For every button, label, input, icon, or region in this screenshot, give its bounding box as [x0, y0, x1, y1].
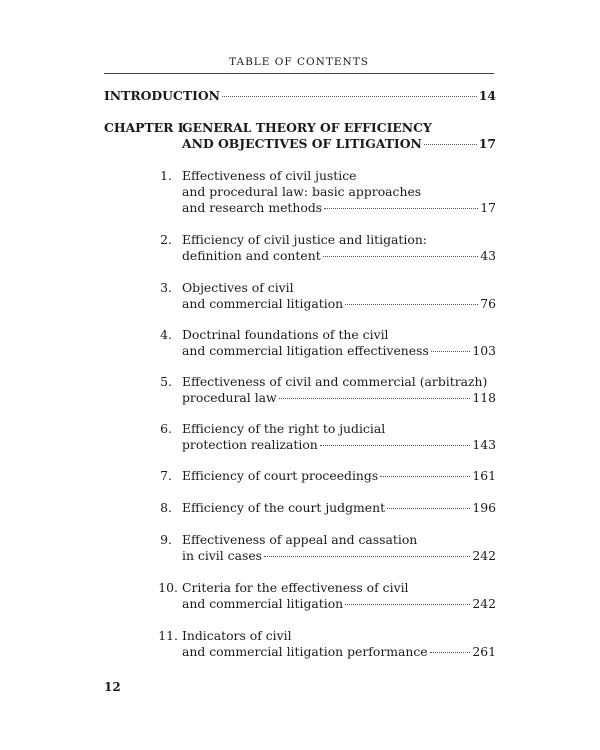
- section-number: 9.: [160, 532, 172, 547]
- dot-leader: [222, 96, 477, 97]
- toc-entry-section-4[interactable]: and commercial litigation effectiveness 103: [182, 343, 496, 358]
- toc-entry-section-1[interactable]: and research methods 17: [182, 200, 496, 215]
- dot-leader: [387, 508, 470, 509]
- section-number: 7.: [160, 468, 172, 483]
- section-5-line: Effectiveness of civil and commercial (arbitrazh): [182, 374, 488, 389]
- section-number: 5.: [160, 374, 172, 389]
- section-page: 242: [472, 548, 496, 563]
- page-header: TABLE OF CONTENTS: [229, 56, 369, 68]
- toc-entry-section-2[interactable]: definition and content 43: [182, 248, 496, 263]
- section-page: 143: [472, 437, 496, 452]
- section-page: 242: [472, 596, 496, 611]
- toc-entry-section-10[interactable]: and commercial litigation 242: [182, 596, 496, 611]
- section-page: 103: [472, 343, 496, 358]
- section-page: 161: [472, 468, 496, 483]
- section-1-line: and procedural law: basic approaches: [182, 184, 422, 199]
- chapter-title-line2: AND OBJECTIVES OF LITIGATION: [182, 136, 422, 151]
- section-page: 76: [480, 296, 496, 311]
- dot-leader: [279, 398, 471, 399]
- section-number: 8.: [160, 500, 172, 515]
- introduction-page: 14: [478, 88, 496, 103]
- toc-entry-section-3[interactable]: and commercial litigation 76: [182, 296, 496, 311]
- toc-entry-section-9[interactable]: in civil cases 242: [182, 548, 496, 563]
- section-9-line: Effectiveness of appeal and cassation: [182, 532, 418, 547]
- dot-leader: [380, 476, 470, 477]
- page-number: 12: [104, 680, 121, 694]
- chapter-page: 17: [478, 136, 496, 151]
- toc-entry-section-11[interactable]: and commercial litigation performance 261: [182, 644, 496, 659]
- section-number: 2.: [160, 232, 172, 247]
- toc-entry-section-6[interactable]: protection realization 143: [182, 437, 496, 452]
- header-rule: [104, 73, 494, 74]
- dot-leader: [430, 652, 471, 653]
- section-1-line: Effectiveness of civil justice: [182, 168, 357, 183]
- section-page: 118: [472, 390, 496, 405]
- dot-leader: [324, 208, 478, 209]
- section-page: 43: [480, 248, 496, 263]
- section-number: 10.: [158, 580, 178, 595]
- section-page: 261: [472, 644, 496, 659]
- chapter-title-line1[interactable]: GENERAL THEORY OF EFFICIENCY: [182, 120, 432, 135]
- section-number: 3.: [160, 280, 172, 295]
- section-number: 6.: [160, 421, 172, 436]
- section-4-line: Doctrinal foundations of the civil: [182, 327, 389, 342]
- section-page: 196: [472, 500, 496, 515]
- chapter-label: CHAPTER I.: [104, 120, 188, 135]
- section-10-line: Criteria for the effectiveness of civil: [182, 580, 409, 595]
- section-3-line: Objectives of civil: [182, 280, 294, 295]
- toc-entry-introduction[interactable]: [104, 88, 496, 104]
- toc-entry-section-5[interactable]: procedural law 118: [182, 390, 496, 405]
- dot-leader: [424, 144, 477, 145]
- dot-leader: [345, 304, 478, 305]
- dot-leader: [264, 556, 470, 557]
- toc-entry-chapter-1[interactable]: [182, 136, 496, 152]
- toc-entry-section-8[interactable]: Efficiency of the court judgment 196: [182, 500, 496, 515]
- section-page: 17: [480, 200, 496, 215]
- section-number: 11.: [158, 628, 178, 643]
- section-6-line: Efficiency of the right to judicial: [182, 421, 386, 436]
- dot-leader: [431, 351, 471, 352]
- toc-entry-section-7[interactable]: Efficiency of court proceedings 161: [182, 468, 496, 483]
- dot-leader: [320, 445, 471, 446]
- section-11-line: Indicators of civil: [182, 628, 292, 643]
- section-2-line: Efficiency of civil justice and litigation:: [182, 232, 427, 247]
- dot-leader: [345, 604, 470, 605]
- dot-leader: [323, 256, 479, 257]
- section-number: 1.: [160, 168, 172, 183]
- introduction-label: INTRODUCTION: [104, 88, 220, 103]
- section-number: 4.: [160, 327, 172, 342]
